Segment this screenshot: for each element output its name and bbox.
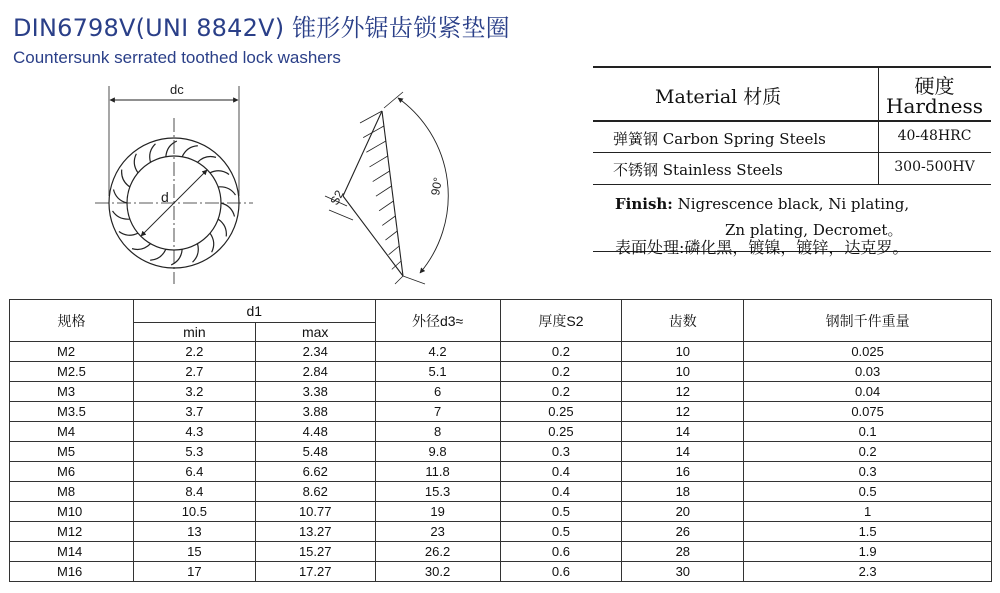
tooth-line — [193, 244, 199, 262]
cell-thickness: 0.25 — [500, 422, 622, 442]
header-size: 规格 — [10, 300, 134, 342]
header-d1: d1 — [133, 300, 375, 323]
cell-d1-min: 5.3 — [133, 442, 255, 462]
cell-weight: 0.03 — [744, 362, 992, 382]
finish-note — [593, 185, 991, 257]
cell-thickness: 0.2 — [500, 342, 622, 362]
cell-teeth: 26 — [622, 522, 744, 542]
table-row — [10, 482, 992, 502]
tooth-line — [198, 157, 216, 163]
side-tooth-line — [373, 171, 390, 182]
tooth-line — [210, 171, 229, 175]
tooth-line — [171, 249, 182, 265]
cell-weight: 0.2 — [744, 442, 992, 462]
cell-thickness: 0.2 — [500, 382, 622, 402]
cell-teeth: 28 — [622, 542, 744, 562]
cell-thickness: 0.2 — [500, 362, 622, 382]
cell-teeth: 12 — [622, 402, 744, 422]
cell-d1-min: 13 — [133, 522, 255, 542]
page-subtitle: Countersunk serrated toothed lock washers — [13, 48, 341, 67]
cell-thickness: 0.3 — [500, 442, 622, 462]
side-tooth-line — [385, 231, 397, 240]
cell-weight: 0.1 — [744, 422, 992, 442]
material-name: 弹簧钢 Carbon Spring Steels — [613, 130, 826, 148]
cell-teeth: 18 — [622, 482, 744, 502]
table-row — [10, 502, 992, 522]
cell-teeth: 10 — [622, 362, 744, 382]
cell-size: M5 — [10, 442, 134, 462]
cell-teeth: 12 — [622, 382, 744, 402]
cell-thickness: 0.4 — [500, 462, 622, 482]
cell-d1-max: 8.62 — [255, 482, 375, 502]
cell-teeth: 20 — [622, 502, 744, 522]
cell-d1-min: 15 — [133, 542, 255, 562]
cell-d1-min: 2.7 — [133, 362, 255, 382]
cell-thickness: 0.25 — [500, 402, 622, 422]
cell-size: M12 — [10, 522, 134, 542]
cell-d1-max: 2.84 — [255, 362, 375, 382]
table-row — [10, 462, 992, 482]
tooth-line — [150, 144, 156, 162]
finish-line-2: Zn plating, Decromet。 — [725, 221, 903, 239]
header-teeth: 齿数 — [622, 300, 744, 342]
cell-thickness: 0.4 — [500, 482, 622, 502]
tooth-line — [166, 141, 177, 157]
tooth-line — [221, 203, 235, 217]
cell-d3: 8 — [375, 422, 500, 442]
table-row — [10, 562, 992, 582]
cell-teeth: 10 — [622, 342, 744, 362]
material-table — [593, 66, 991, 257]
tooth-line — [113, 211, 130, 219]
cell-d3: 19 — [375, 502, 500, 522]
cell-d3: 11.8 — [375, 462, 500, 482]
tooth-line — [218, 187, 235, 195]
finish-line-1: Nigrescence black, Ni plating, — [672, 195, 910, 213]
cell-d1-min: 17 — [133, 562, 255, 582]
cell-d1-max: 4.48 — [255, 422, 375, 442]
cell-d1-min: 2.2 — [133, 342, 255, 362]
material-hardness: 300-500HV — [894, 159, 975, 175]
cell-weight: 1.5 — [744, 522, 992, 542]
cell-size: M3 — [10, 382, 134, 402]
table-row — [10, 442, 992, 462]
side-tooth-line — [379, 201, 393, 211]
table-row — [10, 402, 992, 422]
table-row — [10, 382, 992, 402]
washer-drawing — [85, 78, 480, 293]
cell-thickness: 0.5 — [500, 502, 622, 522]
cell-teeth: 30 — [622, 562, 744, 582]
cell-d1-min: 3.2 — [133, 382, 255, 402]
finish-label: Finish: — [615, 195, 673, 213]
cell-d3: 9.8 — [375, 442, 500, 462]
side-tooth-line — [366, 141, 385, 152]
cell-weight: 2.3 — [744, 562, 992, 582]
side-tooth-line — [389, 246, 400, 255]
material-header-row — [593, 66, 991, 122]
header-weight: 钢制千件重量 — [744, 300, 992, 342]
cell-d3: 30.2 — [375, 562, 500, 582]
side-tooth-line — [363, 126, 384, 138]
table-row — [10, 362, 992, 382]
cell-size: M14 — [10, 542, 134, 562]
cell-teeth: 14 — [622, 442, 744, 462]
side-tooth-line — [382, 216, 395, 225]
cell-d1-max: 3.88 — [255, 402, 375, 422]
tooth-line — [210, 233, 214, 252]
cell-size: M2 — [10, 342, 134, 362]
spec-table-body — [10, 342, 992, 582]
material-header: Material 材质 — [655, 86, 782, 108]
page-title: DIN6798V(UNI 8842V) 锥形外锯齿锁紧垫圈 — [13, 14, 510, 42]
cell-size: M6 — [10, 462, 134, 482]
label-angle: 90° — [428, 176, 446, 197]
table-row — [10, 542, 992, 562]
label-d: d — [161, 189, 169, 205]
cell-d1-min: 4.3 — [133, 422, 255, 442]
cell-d1-max: 13.27 — [255, 522, 375, 542]
cell-thickness: 0.6 — [500, 562, 622, 582]
header-thickness: 厚度S2 — [500, 300, 622, 342]
spec-table — [9, 299, 992, 582]
table-row — [10, 342, 992, 362]
cell-d1-max: 10.77 — [255, 502, 375, 522]
cell-thickness: 0.6 — [500, 542, 622, 562]
table-row — [10, 422, 992, 442]
material-row — [593, 153, 991, 185]
side-teeth — [360, 111, 403, 284]
cell-teeth: 14 — [622, 422, 744, 442]
cell-weight: 0.025 — [744, 342, 992, 362]
cell-teeth: 16 — [622, 462, 744, 482]
cell-size: M16 — [10, 562, 134, 582]
cell-d1-min: 10.5 — [133, 502, 255, 522]
front-view — [95, 86, 253, 284]
tooth-line — [122, 170, 130, 187]
tooth-line — [150, 249, 166, 260]
label-dc: dc — [170, 82, 184, 97]
cell-d3: 5.1 — [375, 362, 500, 382]
cell-size: M8 — [10, 482, 134, 502]
cell-d1-min: 3.7 — [133, 402, 255, 422]
cell-d3: 7 — [375, 402, 500, 422]
cell-size: M3.5 — [10, 402, 134, 422]
cell-weight: 0.04 — [744, 382, 992, 402]
cell-d3: 6 — [375, 382, 500, 402]
side-tooth-line — [395, 276, 403, 284]
cell-size: M2.5 — [10, 362, 134, 382]
cell-d1-min: 6.4 — [133, 462, 255, 482]
cell-d1-max: 3.38 — [255, 382, 375, 402]
tooth-line — [134, 154, 138, 173]
cell-d1-max: 15.27 — [255, 542, 375, 562]
tooth-line — [132, 244, 150, 250]
tooth-line — [113, 189, 127, 203]
header-min: min — [133, 323, 255, 342]
cell-size: M4 — [10, 422, 134, 442]
cell-d3: 23 — [375, 522, 500, 542]
cell-d1-min: 8.4 — [133, 482, 255, 502]
cell-d3: 4.2 — [375, 342, 500, 362]
cell-weight: 0.075 — [744, 402, 992, 422]
cell-weight: 1 — [744, 502, 992, 522]
tooth-line — [182, 146, 198, 157]
table-row — [10, 522, 992, 542]
label-s2: S2 — [327, 187, 347, 208]
cell-d1-max: 5.48 — [255, 442, 375, 462]
cell-d1-max: 17.27 — [255, 562, 375, 582]
side-tooth-line — [370, 156, 388, 167]
cell-weight: 0.5 — [744, 482, 992, 502]
tooth-line — [119, 232, 138, 236]
material-row — [593, 122, 991, 153]
cell-d3: 26.2 — [375, 542, 500, 562]
cell-d1-max: 2.34 — [255, 342, 375, 362]
tooth-line — [218, 219, 226, 236]
cell-weight: 0.3 — [744, 462, 992, 482]
finish-line-3: 表面处理:磷化黑，镀镍，镀锌，达克罗。 — [615, 238, 909, 257]
hardness-header-cn: 硬度 — [914, 74, 955, 98]
cell-thickness: 0.5 — [500, 522, 622, 542]
material-name: 不锈钢 Stainless Steels — [613, 161, 783, 179]
cell-d1-max: 6.62 — [255, 462, 375, 482]
material-hardness: 40-48HRC — [897, 128, 972, 144]
cell-size: M10 — [10, 502, 134, 522]
header-d3: 外径d3≈ — [375, 300, 500, 342]
hardness-header-en: Hardness — [886, 94, 983, 118]
cell-weight: 1.9 — [744, 542, 992, 562]
side-tooth-line — [376, 186, 392, 196]
cell-d3: 15.3 — [375, 482, 500, 502]
header-max: max — [255, 323, 375, 342]
